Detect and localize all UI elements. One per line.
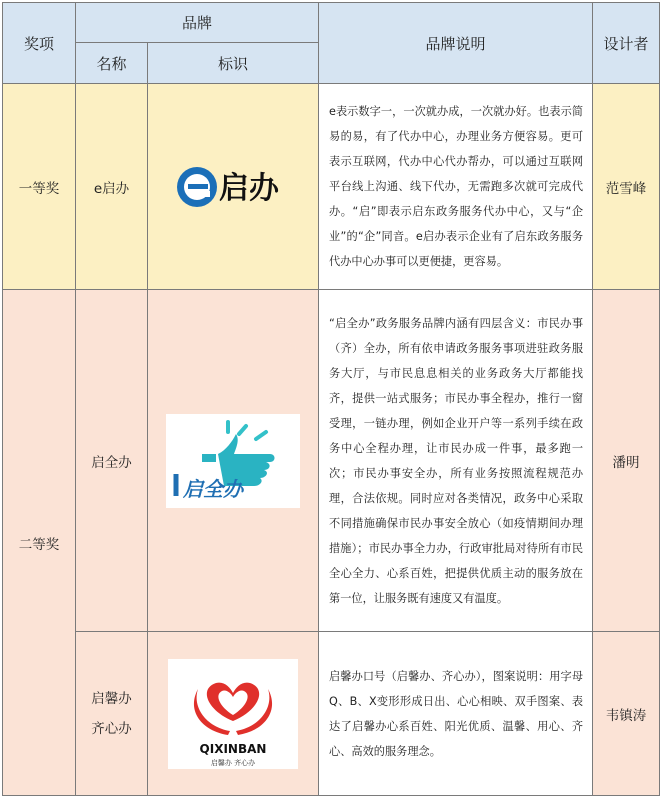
designer: 范雪峰 [593, 84, 660, 290]
awards-table [2, 2, 660, 796]
designer: 韦镇涛 [593, 632, 660, 796]
brand-description [319, 632, 593, 796]
e-qiban-logo [174, 162, 292, 212]
header-designer: 设计者 [593, 3, 660, 84]
thumbs-up-logo-text: 启全办 [183, 476, 243, 501]
header-award: 奖项 [3, 3, 76, 84]
brand-name: e启办 [76, 84, 148, 290]
description-text: e表示数字一，一次就办成，一次就办好。也表示简易的易，有了代办中心，办理业务方便容易。更可表示互联网，代办中心代办帮办，可以通过互联网平台线上沟通、线下代办，无需跑多次就可完成代办。“启”即表示启东政务服务代办中心，又与“企业”的“企”同音。e启办表示企业有了启东政务服务代办中心办事可以更便捷，更容易。 [329, 105, 584, 268]
e-qiban-logo-text: 启办 [219, 170, 279, 206]
description-text: 启馨办口号（启馨办、齐心办），图案说明：用字母Q、B、X变形形成日出、心心相映、双手图案、表达了启馨办心系百姓、阳光优质、温馨、用心、齐心、高效的服务理念。 [329, 669, 584, 758]
brand-logo-cell [148, 290, 319, 632]
brand-logo-cell [148, 84, 319, 290]
header-brand: 品牌 [76, 3, 319, 43]
header-description: 品牌说明 [319, 3, 593, 84]
brand-description [319, 84, 593, 290]
thumbs-up-logo [166, 414, 300, 508]
brand-name-line: 启馨办 [91, 690, 132, 707]
heart-hands-logo-text: QIXINBAN [199, 741, 267, 756]
award-first: 一等奖 [3, 84, 76, 290]
award-second: 二等奖 [3, 290, 76, 796]
brand-description [319, 290, 593, 632]
header-logo: 标识 [148, 43, 319, 84]
brand-name [76, 632, 148, 796]
description-text: “启全办”政务服务品牌内涵有四层含义：市民办事（齐）全办，所有依申请政务服务事项进驻政务服务大厅，与市民息息相关的业务政务大厅都能找齐，提供一站式服务；市民办事全程办，推行一窗受理，一链办理，例如企业开户等一系列手续在政务中心全程办理，让市民办成一件事，最多跑一次；市民办事安全办，所有业务按照流程规范办理，合法依规。同时应对各类情况，政务中心采取不同措施确保市民办事安全放心（如疫情期间办理措施）；市民办事全力办，行政审批局对待所有市民全心全力、心系百姓，把提供优质主动的服务放在第一位，让服务既有速度又有温度。 [329, 316, 584, 605]
brand-name-line: 齐心办 [91, 720, 132, 737]
heart-hands-logo [168, 659, 298, 769]
brand-logo-cell [148, 632, 319, 796]
brand-name: 启全办 [76, 290, 148, 632]
header-name: 名称 [76, 43, 148, 84]
heart-hands-logo-subtext: 启馨办 齐心办 [210, 758, 256, 767]
designer: 潘明 [593, 290, 660, 632]
